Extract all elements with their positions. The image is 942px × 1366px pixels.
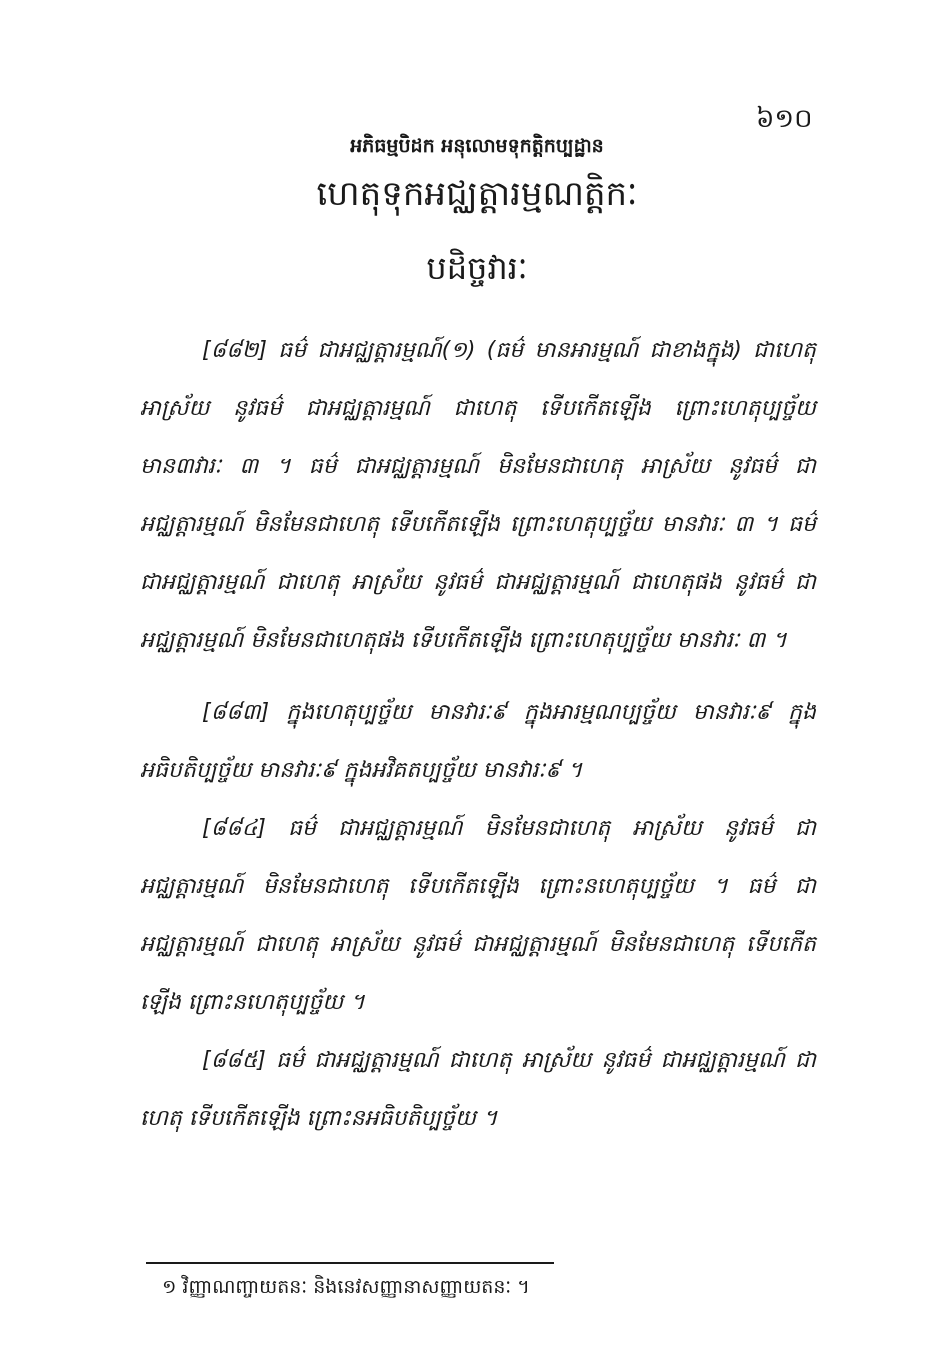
body-text (140, 322, 816, 1148)
paragraph-883: [៨៨៣] ក្នុងហេតុប្បច្ច័យ មានវារៈ៩ ក្នុងអារម្មណប្បច្ច័យ មានវារៈ៩ ក្នុងអធិបតិប្បច្ច័យ មានវារៈ៩ ក្នុងអវិគតប្បច្ច័យ មានវារៈ៩ ។ (140, 700, 816, 783)
footnote-divider (146, 1262, 554, 1264)
paragraph-882: [៨៨២] ធម៌ ជាអជ្ឈត្តារម្មណ៍(១) (ធម៌ មានអារម្មណ៍ ជាខាងក្នុង) ជាហេតុ អាស្រ័យ នូវធម៌ ជាអជ្ឈត្តារម្មណ៍ ជាហេតុ ទើបកើតឡើង ព្រោះហេតុប្បច្ច័យ មាន៣វារៈ ៣ ។ ធម៌ ជាអជ្ឈត្តារម្មណ៍ មិនមែនជាហេតុ អាស្រ័យ នូវធម៌ ជាអជ្ឈត្តារម្មណ៍ មិនមែនជាហេតុ ទើបកើតឡើង ព្រោះហេតុប្បច្ច័យ មានវារៈ ៣ ។ ធម៌ ជាអជ្ឈត្តារម្មណ៍ ជាហេតុ អាស្រ័យ នូវធម៌ ជាអជ្ឈត្តារម្មណ៍ ជាហេតុផង នូវធម៌ ជាអជ្ឈត្តារម្មណ៍ មិនមែនជាហេតុផង ទើបកើតឡើង ព្រោះហេតុប្បច្ច័យ មានវារៈ ៣ ។ (140, 338, 816, 653)
page-number: ៦១០ (756, 104, 813, 134)
paragraph-885: [៨៨៥] ធម៌ ជាអជ្ឈត្តារម្មណ៍ ជាហេតុ អាស្រ័យ នូវធម៌ ជាអជ្ឈត្តារម្មណ៍ ជាហេតុ ទើបកើតឡើង ព្រោះនអធិបតិប្បច្ច័យ ។ (140, 1048, 816, 1131)
paragraph-884: [៨៨៤] ធម៌ ជាអជ្ឈត្តារម្មណ៍ មិនមែនជាហេតុ អាស្រ័យ នូវធម៌ ជាអជ្ឈត្តារម្មណ៍ មិនមែនជាហេតុ ទើបកើតឡើង ព្រោះនហេតុប្បច្ច័យ ។ ធម៌ ជាអជ្ឈត្តារម្មណ៍ ជាហេតុ អាស្រ័យ នូវធម៌ ជាអជ្ឈត្តារម្មណ៍ មិនមែនជាហេតុ ទើបកើតឡើង ព្រោះនហេតុប្បច្ច័យ ។ (140, 816, 816, 1015)
footnote: ១ វិញ្ញាណញ្ចាយតនៈ និងនេវសញ្ញានាសញ្ញាយតនៈ ។ (162, 1276, 530, 1298)
running-head: អភិធម្មបិដក អនុលោមទុកត្តិកប្បដ្ឋាន (350, 135, 604, 157)
section-title: ហេតុទុកអជ្ឈត្តារម្មណត្តិកៈ (316, 174, 638, 214)
section-subtitle: បដិច្ចវារៈ (426, 249, 528, 287)
